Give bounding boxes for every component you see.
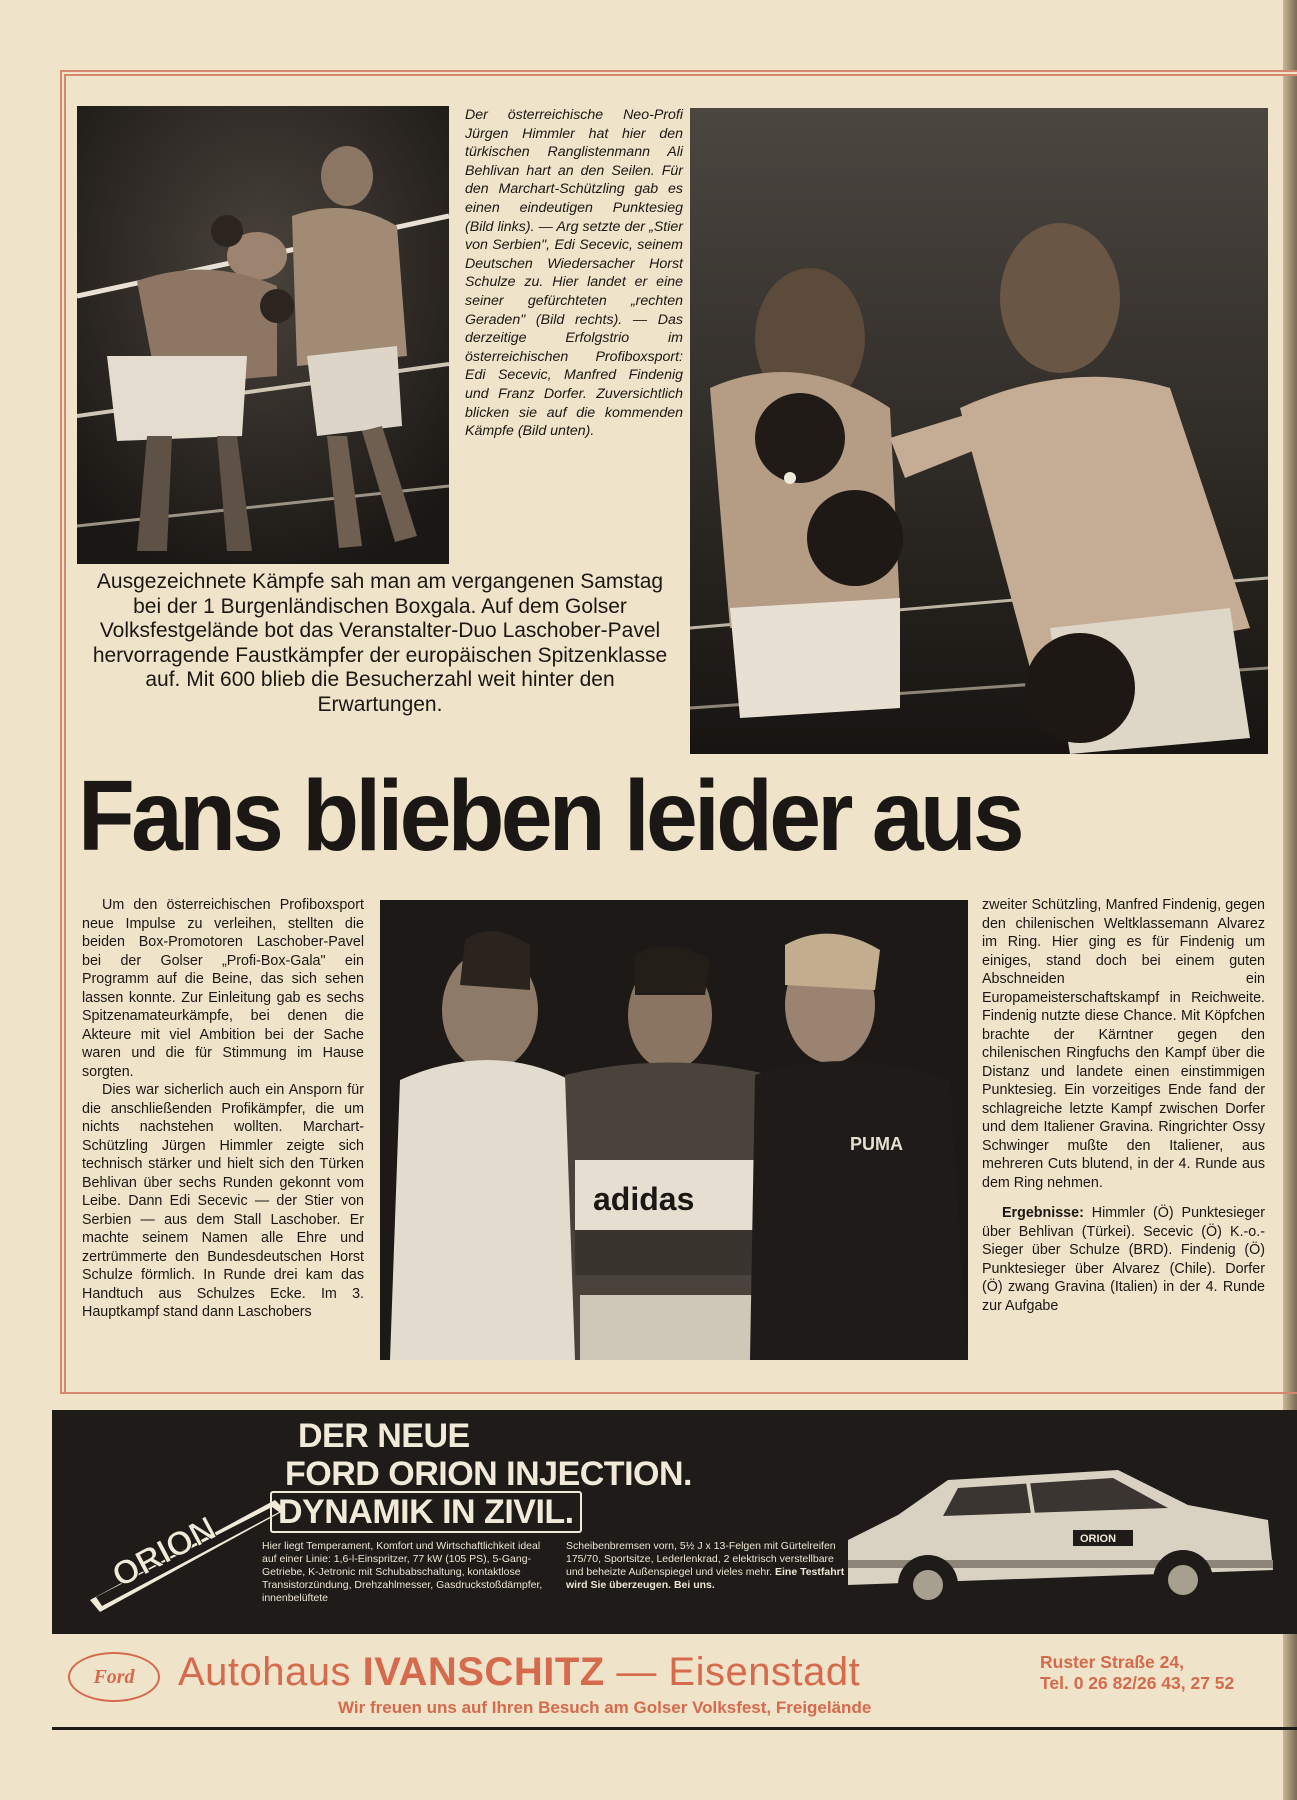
bottom-rule (52, 1727, 1297, 1730)
ad-copy-left: Hier liegt Temperament, Komfort und Wirtschaftlichkeit ideal auf einer Linie: 1,6-l-Einspritzer, 77 kW (105 PS), 5-Gang-Getriebe, K-Jetronic mit Schubabschaltung, kontaktlose Transistorzündung, Drehzahlmesser, Gasdruckstoßdämpfer, innenbelüftete (262, 1540, 543, 1604)
article-column-right (982, 896, 1265, 1315)
dealer-address (1040, 1652, 1234, 1694)
ad-copy-callout: Eine Testfahrt wird Sie überzeugen. Bei uns. (566, 1566, 845, 1591)
photo-boxers-ropes (77, 106, 449, 564)
results-label: Ergebnisse: (1002, 1205, 1084, 1221)
article-column-left (82, 896, 364, 1322)
photo-caption: Der österreichische Neo-Profi Jürgen Himmler hat hier den türkischen Ranglistenmann Ali Behlivan hart an den Seilen. Für den Marchart-Schützling gab es einen eindeutigen Punktesieg (Bild links). — Arg setzte der „Stier von Serbien", Edi Secevic, seinem Deutschen Wiedersacher Horst Schulze zu. Hier landet er eine seiner gefürchteten „rechten Geraden" (Bild rechts). — Das derzeitige Erfolgstrio im österreichischen Profiboxsport: Edi Secevic, Manfred Findenig und Franz Dorfer. Zuversichtlich blicken sie auf die kommenden Kämpfe (Bild unten). (465, 107, 683, 440)
ad-headline-2: FORD ORION INJECTION. (285, 1455, 692, 1493)
ad-copy-right-text: Scheibenbremsen vorn, 5½ J x 13-Felgen mit Gürtelreifen 175/70, Sportsitze, Lederlenkrad, 2 elektrisch verstellbare und beheizte Außenspiegel und vieles mehr. (566, 1540, 836, 1578)
dealer-invitation: Wir freuen uns auf Ihren Besuch am Golser Volksfest, Freigelände (338, 1698, 872, 1717)
dealer-name-main: IVANSCHITZ (362, 1650, 605, 1694)
dealer-name (178, 1648, 860, 1696)
ford-logo: Ford (68, 1652, 160, 1702)
dealer-name-suffix: — Eisenstadt (616, 1650, 861, 1694)
ad-slogan: DYNAMIK IN ZIVIL. (270, 1491, 582, 1533)
paragraph: Um den österreichischen Profiboxsport neue Impulse zu verleihen, stellten die beiden Box-Promotoren Laschober-Pavel bei der Golser „Profi-Box-Gala" ein Programm auf die Beine, das sich sehen lassen konnte. Zur Einleitung gab es sechs Spitzenamateurkämpfe, bei denen die Akteure mit viel Ambition bei der Sache waren und die für Stimmung im Hause sorgten. (82, 897, 364, 1080)
ad-copy-right (566, 1540, 846, 1592)
car-badge-text: ORION (1080, 1533, 1117, 1545)
jacket-logo-text: PUMA (850, 1134, 903, 1154)
orion-logo-text: ORION (105, 1509, 223, 1596)
lead-paragraph: Ausgezeichnete Kämpfe sah man am vergangenen Samstag bei der 1 Burgenländischen Boxgala. Auf dem Golser Volksfestgelände bot das Veranstalter-Duo Laschober-Pavel hervorragende Faustkämpfer der europäischen Spitzenklasse auf. Mit 600 blieb die Besucherzahl weit hinter den Erwartungen. (92, 570, 668, 716)
ad-headline-3 (270, 1494, 582, 1530)
results-paragraph (982, 1204, 1265, 1315)
dealer-name-prefix: Autohaus (178, 1650, 352, 1694)
paragraph: zweiter Schützling, Manfred Findenig, gegen den chilenischen Weltklassemann Alvarez im Ring. Hier ging es für Findenig um einiges, stand doch bei einem guten Abschneiden ein Europameisterschaftskampf in Reichweite. Findenig nutzte diese Chance. Mit Köpfchen brachte der Kärntner gegen den chilenischen Ringfuchs den Kampf über die Distanz und landete einen einstimmigen Punktesieg. Ein vorzeitiges Ende fand der schlagreiche letzte Kampf zwischen Dorfer und dem Italiener Gravina. Ringrichter Ossy Schwinger mußte den Italiener, aus mehreren Cuts blutend, in der 4. Runde aus dem Ring nehmen. (982, 897, 1265, 1191)
headline: Fans blieben leider aus (78, 760, 1021, 872)
paragraph: Dies war sicherlich auch ein Ansporn für die anschließenden Profikämpfer, die um nichts nachstehen wollten. Marchart-Schützling Jürgen Himmler zeigte sich technisch stärker und hielt sich den Türken Behlivan über sechs Runden gekonnt vom Leibe. Dann Edi Secevic — der Stier von Serbien — aus dem Stall Laschober. Er machte seinem Namen alle Ehre und zertrümmerte den Bundesdeutschen Horst Schulze förmlich. In Runde drei kam das Handtuch aus Schulzes Ecke. Im 3. Hauptkampf stand dann Laschobers (82, 1082, 364, 1320)
photo-trio (380, 900, 968, 1360)
car-illustration (828, 1420, 1288, 1635)
dealer-street: Ruster Straße 24, (1040, 1652, 1184, 1672)
jacket-brand-text: adidas (593, 1181, 695, 1217)
dealer-phone: Tel. 0 26 82/26 43, 27 52 (1040, 1673, 1235, 1693)
results-text: Himmler (Ö) Punktesieger über Behlivan (Türkei). Secevic (Ö) K.-o.-Sieger über Schulze (BRD). Findenig (Ö) Punktesieger über Alvarez (Chile). Dorfer (Ö) zwang Gravina (Italien) in der 4. Runde zur Aufgabe (982, 1205, 1265, 1314)
ad-headline-1: DER NEUE (298, 1417, 470, 1455)
photo-punch (690, 108, 1268, 754)
